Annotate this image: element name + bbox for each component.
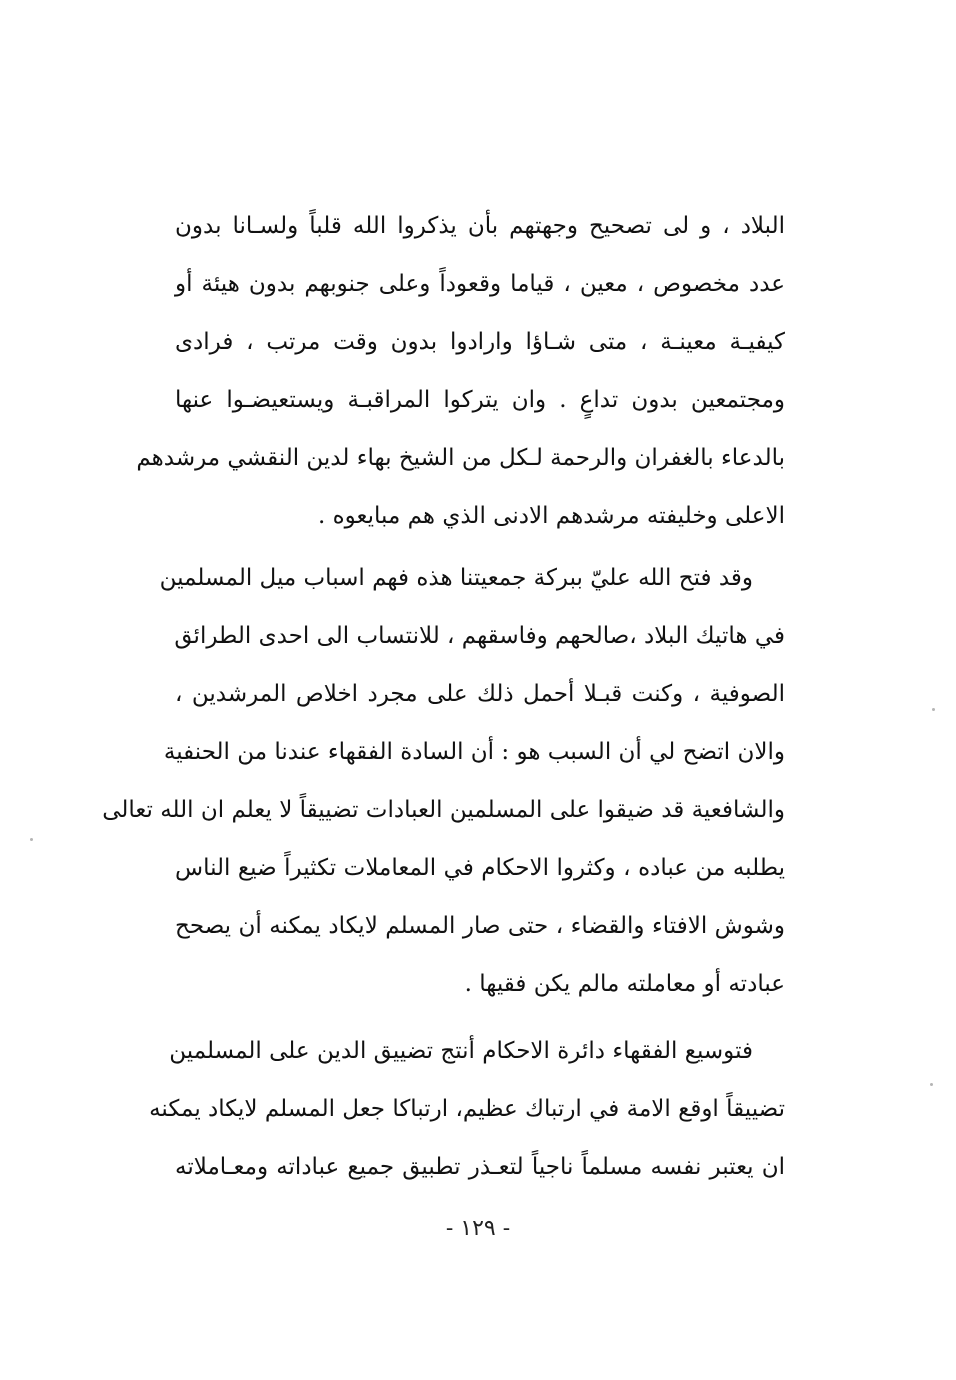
text-line: وشوش الافتاء والقضاء ، حتى صار المسلم لايكاد يمكنه أن يصحح [175, 913, 785, 939]
text-line: الاعلى وخليفته مرشدهم الادنى الذي هم مبايعوه . [317, 503, 785, 529]
text-line: الصوفية ، وكنت قبـلا أحمل ذلك على مجرد اخلاص المرشدين ، [175, 681, 785, 707]
text-line: وقد فتح الله عليّ ببركة جمعيتنا هذه فهم اسباب ميل المسلمين [159, 565, 753, 591]
margin-speck [932, 708, 935, 711]
paragraph-2 [102, 549, 785, 1013]
text-line: عبادته أو معاملته مالم يكن فقيها . [464, 971, 785, 997]
paragraph-3 [149, 1022, 785, 1196]
text-line: تضييقاً اوقع الامة في ارتباك عظيم، ارتباكا جعل المسلم لايكاد يمكنه [149, 1096, 785, 1122]
text-line: فتوسيع الفقهاء دائرة الاحكام أنتج تضييق الدين على المسلمين [169, 1038, 753, 1064]
text-line: كيفيـة معينـة ، متى شـاؤا وارادوا بدون وقت مرتب ، فرادى [175, 329, 785, 355]
margin-speck [30, 838, 33, 841]
text-line: والشافعية قد ضيقوا على المسلمين العبادات تضييقاً لا يعلم ان الله تعالى [102, 797, 785, 823]
text-line: ومجتمعين بدون تداعٍ . وان يتركوا المراقبـة ويستعيضـوا عنها [175, 387, 785, 413]
text-line: ان يعتبر نفسه مسلماً ناجياً لتعـذر تطبيق جميع عباداته ومعـاملاته [175, 1154, 785, 1180]
paragraph-1 [136, 197, 785, 545]
page-number: - ١٢٩ - [445, 1216, 511, 1241]
margin-speck [930, 1083, 933, 1086]
text-line: في هاتيك البلاد ،صالحهم وفاسقهم ، للانتساب الى احدى الطرائق [174, 623, 785, 649]
text-line: والان اتضح لي أن السبب هو : أن السادة الفقهاء عندنا من الحنفية [163, 739, 785, 765]
text-line: يطلبه من عباده ، وكثروا الاحكام في المعاملات تكثيراً ضيع الناس [175, 855, 785, 881]
text-line: بالدعاء بالغفران والرحمة لـكل من الشيخ بهاء لدين النقشي مرشدهم [136, 445, 785, 471]
text-line: عدد مخصوص ، معين ، قياما وقعوداً وعلى جنوبهم بدون هيئة أو [175, 271, 785, 297]
text-line: البلاد ، و لى تصحيح وجهتهم بأن يذكروا الله قلباً ولسـانا بدون [175, 213, 785, 239]
